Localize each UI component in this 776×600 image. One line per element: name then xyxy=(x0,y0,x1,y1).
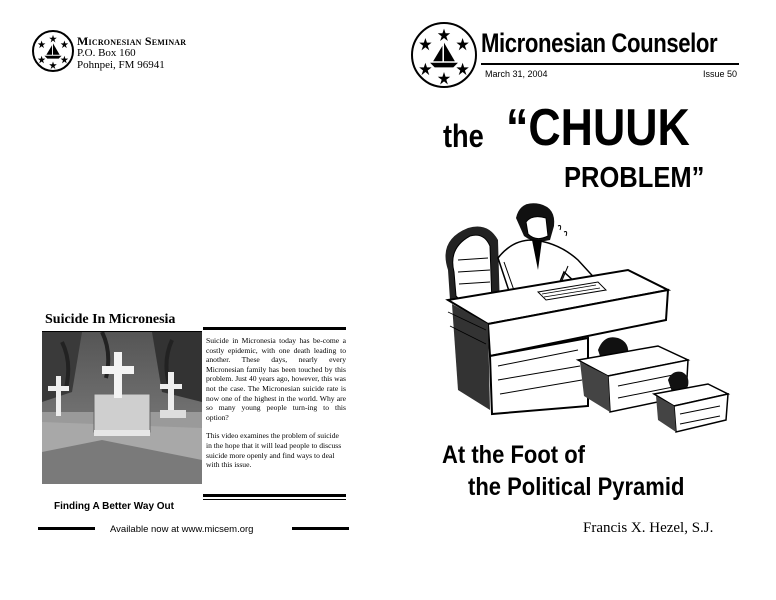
subtitle-line-1: At the Foot of xyxy=(442,441,585,469)
video-ad-paragraph-1: Suicide in Micronesia today has be-come a costly epidemic, with one death leading to another. These days, nearly every Micronesian family has been touched by this problem. Just 40 years ago, however, this was not the case. The Micronesian suicide rate is now one of the highest in the world. Why are so many young people turn-ing to this option? xyxy=(206,336,346,422)
video-ad-bar-bottom xyxy=(203,494,346,497)
canoe-star-emblem-icon xyxy=(413,24,475,86)
video-ad-title: Suicide In Micronesia xyxy=(45,312,176,327)
headline-the: the xyxy=(443,118,484,154)
availability-link[interactable]: Available now at www.micsem.org xyxy=(110,524,254,535)
issue-number: Issue 50 xyxy=(703,69,738,79)
author-name: Francis X. Hezel, S.J. xyxy=(583,520,714,536)
headline-problem: PROBLEM” xyxy=(564,162,705,194)
video-ad-description xyxy=(206,336,346,479)
canoe-star-emblem-icon xyxy=(34,32,72,70)
return-address-box: P.O. Box 160 xyxy=(77,47,136,59)
issue-date: March 31, 2004 xyxy=(485,69,548,79)
pyramid-of-desks-illustration xyxy=(428,200,738,435)
cemetery-photo xyxy=(42,332,202,484)
video-ad-bar-bottom-thin xyxy=(203,499,346,500)
video-ad-paragraph-2: This video examines the problem of suicide in the hope that it will lead people to discuss suicide more openly and find ways to deal with this issue. xyxy=(206,431,342,470)
micsem-seal-large xyxy=(411,22,477,88)
video-ad-tagline: Finding A Better Way Out xyxy=(54,501,174,512)
masthead-rule xyxy=(481,63,739,65)
newsletter-title: Micronesian Counselor xyxy=(481,28,718,58)
subtitle-line-2: the Political Pyramid xyxy=(468,473,685,501)
micsem-seal-small xyxy=(32,30,74,72)
availability-bar-left xyxy=(38,527,95,530)
headline-chuuk: “CHUUK xyxy=(506,99,690,157)
video-ad-bar-top xyxy=(203,327,346,330)
availability-bar-right xyxy=(292,527,349,530)
grave-crosses-photo-icon xyxy=(42,332,202,484)
return-address-name: Micronesian Seminar xyxy=(77,34,187,48)
bureaucrat-desk-icon xyxy=(428,200,738,435)
return-address-city: Pohnpei, FM 96941 xyxy=(77,59,165,71)
